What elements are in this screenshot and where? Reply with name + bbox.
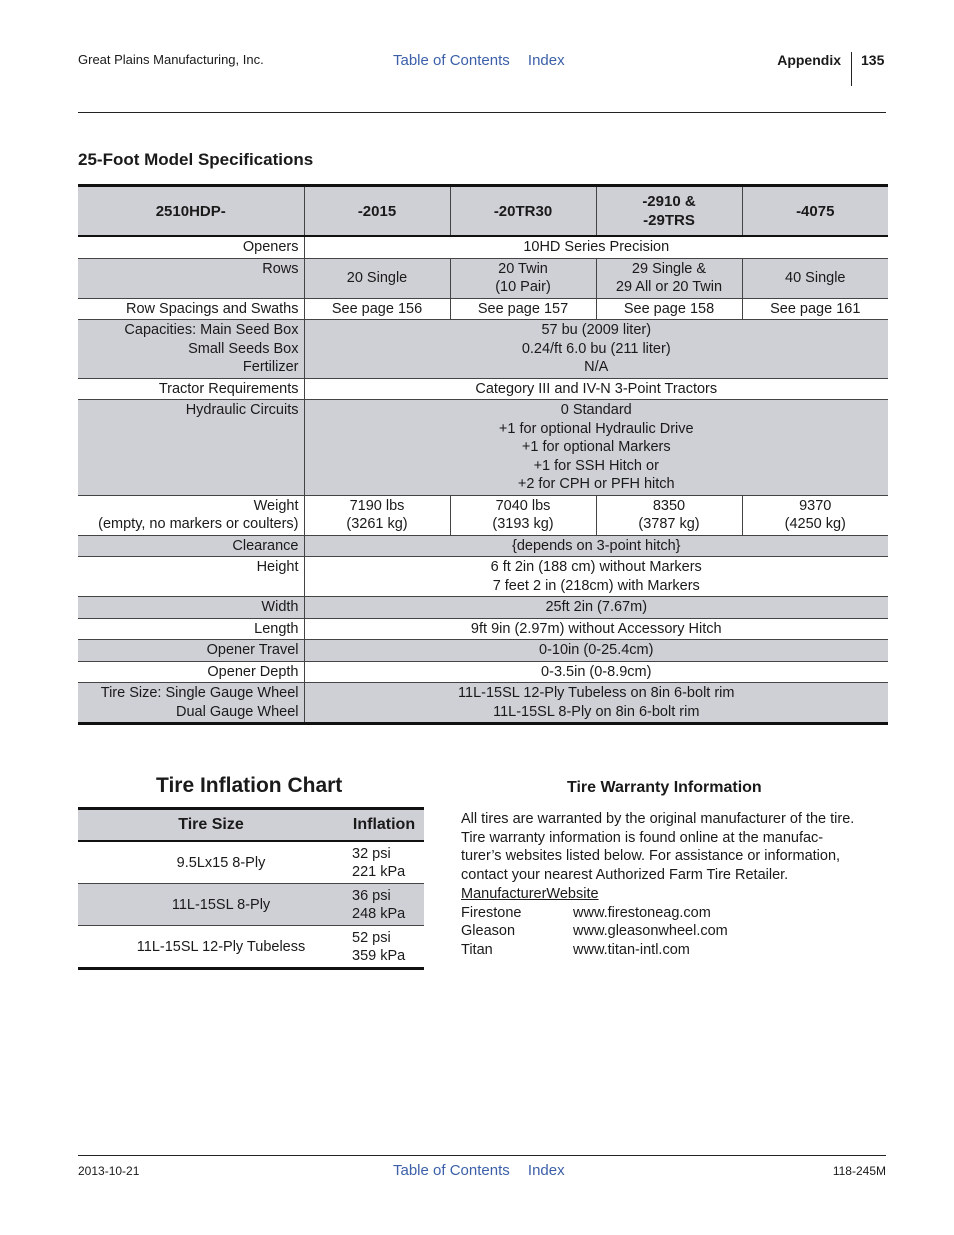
manufacturer-website: www.gleasonwheel.com: [573, 923, 728, 940]
spec-value-cell: 10HD Series Precision: [304, 236, 888, 258]
spec-value-cell: 0 Standard +1 for optional Hydraulic Drive +1 for optional Markers +1 for SSH Hitch or +2 for CPH or PFH hitch: [304, 400, 888, 496]
spec-row: [78, 640, 888, 662]
spec-value-cell: Category III and IV-N 3-Point Tractors: [304, 378, 888, 400]
footer-table-of-contents-link[interactable]: Table of Contents: [393, 1162, 510, 1179]
spec-row: [78, 535, 888, 557]
footer-index-link[interactable]: Index: [527, 1162, 565, 1179]
spec-value-cell: {depends on 3-point hitch}: [304, 535, 888, 557]
spec-row-label: Hydraulic Circuits: [78, 400, 304, 496]
spec-row-label: Capacities: Main Seed Box Small Seeds Box Fertilizer: [78, 320, 304, 379]
spec-row: [78, 236, 888, 258]
spec-value-cell: 57 bu (2009 liter) 0.24/ft 6.0 bu (211 liter) N/A: [304, 320, 888, 379]
manufacturer-row: [461, 941, 891, 960]
spec-row-label: Width: [78, 597, 304, 619]
spec-value-cell: 20 Single: [304, 258, 450, 298]
index-link[interactable]: Index: [527, 52, 565, 69]
tire-header-row: [78, 809, 424, 842]
manufacturer-row: [461, 904, 891, 923]
tire-size-header: Tire Size: [78, 809, 344, 842]
warranty-line: All tires are warranted by the original manufacturer of the tire.: [461, 811, 855, 827]
spec-value-cell: See page 156: [304, 298, 450, 320]
header-nav: [393, 52, 579, 69]
spec-row: [78, 557, 888, 597]
spec-title: 25-Foot Model Specifications: [78, 150, 314, 169]
spec-row: [78, 597, 888, 619]
spec-value-cell: See page 158: [596, 298, 742, 320]
manufacturer-table-header: ManufacturerWebsite: [461, 885, 599, 902]
spec-row: [78, 618, 888, 640]
spec-column-header: 2510HDP-: [78, 186, 304, 237]
spec-column-header: -20TR30: [450, 186, 596, 237]
warranty-line: turer’s websites listed below. For assistance or information,: [461, 848, 841, 865]
spec-column-header: -4075: [742, 186, 888, 237]
inflation-cell: 32 psi 221 kPa: [344, 841, 424, 884]
warranty-text: [461, 810, 891, 885]
company-name: Great Plains Manufacturing, Inc.: [78, 52, 264, 67]
spec-value-cell: 9ft 9in (2.97m) without Accessory Hitch: [304, 618, 888, 640]
spec-row: [78, 683, 888, 724]
spec-value-cell: 7040 lbs (3193 kg): [450, 495, 596, 535]
spec-row: [78, 258, 888, 298]
spec-value-cell: See page 157: [450, 298, 596, 320]
inflation-cell: 36 psi 248 kPa: [344, 884, 424, 926]
footer-nav: [393, 1162, 579, 1179]
manufacturer-name: Firestone: [461, 904, 522, 921]
tire-row: [78, 926, 424, 969]
spec-value-cell: 29 Single & 29 All or 20 Twin: [596, 258, 742, 298]
spec-row: [78, 400, 888, 496]
manufacturer-website: www.titan-intl.com: [573, 941, 690, 958]
spec-row-label: Tire Size: Single Gauge Wheel Dual Gauge Wheel: [78, 683, 304, 724]
spec-table: [78, 184, 888, 725]
spec-value-cell: 8350 (3787 kg): [596, 495, 742, 535]
spec-row-label: Opener Depth: [78, 661, 304, 683]
spec-value-cell: 25ft 2in (7.67m): [304, 597, 888, 619]
tire-row: [78, 884, 424, 926]
tire-row: [78, 841, 424, 884]
footer-rule: [78, 1155, 886, 1156]
warranty-line: Tire warranty information is found online at the manufac-: [461, 829, 824, 846]
tire-size-cell: 9.5Lx15 8-Ply: [78, 841, 344, 884]
spec-value-cell: 9370 (4250 kg): [742, 495, 888, 535]
header-divider: [851, 52, 852, 86]
spec-row: [78, 661, 888, 683]
manufacturer-website: www.firestoneag.com: [573, 904, 711, 921]
spec-value-cell: 20 Twin (10 Pair): [450, 258, 596, 298]
warranty-body: [461, 810, 891, 960]
spec-value-cell: 7190 lbs (3261 kg): [304, 495, 450, 535]
manufacturer-list: [461, 904, 891, 960]
tire-inflation-table: [78, 807, 424, 970]
spec-row: [78, 378, 888, 400]
spec-value-cell: See page 161: [742, 298, 888, 320]
spec-value-cell: 0-10in (0-25.4cm): [304, 640, 888, 662]
warranty-line: contact your nearest Authorized Farm Tire Retailer.: [461, 867, 789, 884]
document-number: 118-245M: [832, 1164, 886, 1178]
spec-column-header: -2015: [304, 186, 450, 237]
spec-value-cell: 0-3.5in (0-8.9cm): [304, 661, 888, 683]
spec-row-label: Opener Travel: [78, 640, 304, 662]
spec-column-header: -2910 & -29TRS: [596, 186, 742, 237]
spec-row-label: Clearance: [78, 535, 304, 557]
spec-row-label: Openers: [78, 236, 304, 258]
spec-value-cell: 11L-15SL 12-Ply Tubeless on 8in 6-bolt rim 11L-15SL 8-Ply on 8in 6-bolt rim: [304, 683, 888, 724]
spec-value-cell: 40 Single: [742, 258, 888, 298]
table-of-contents-link[interactable]: Table of Contents: [393, 52, 510, 69]
page-number: 135: [861, 52, 885, 68]
spec-row: [78, 320, 888, 379]
manufacturer-row: [461, 922, 891, 941]
spec-row-label: Height: [78, 557, 304, 597]
manufacturer-name: Gleason: [461, 923, 516, 940]
tire-chart-title: Tire Inflation Chart: [156, 774, 343, 797]
spec-value-cell: 6 ft 2in (188 cm) without Markers 7 feet 2 in (218cm) with Markers: [304, 557, 888, 597]
tire-size-cell: 11L-15SL 12-Ply Tubeless: [78, 926, 344, 969]
section-name: Appendix: [777, 52, 841, 68]
tire-size-cell: 11L-15SL 8-Ply: [78, 884, 344, 926]
header-rule: [78, 112, 886, 113]
spec-row-label: Length: [78, 618, 304, 640]
inflation-cell: 52 psi 359 kPa: [344, 926, 424, 969]
inflation-header: Inflation: [344, 809, 424, 842]
spec-row-label: Weight (empty, no markers or coulters): [78, 495, 304, 535]
spec-row-label: Tractor Requirements: [78, 378, 304, 400]
spec-header-row: [78, 186, 888, 237]
spec-row-label: Rows: [78, 258, 304, 298]
spec-row-label: Row Spacings and Swaths: [78, 298, 304, 320]
footer-date: 2013-10-21: [78, 1164, 140, 1178]
spec-row: [78, 298, 888, 320]
spec-row: [78, 495, 888, 535]
warranty-title: Tire Warranty Information: [567, 779, 762, 796]
manufacturer-name: Titan: [461, 941, 493, 958]
